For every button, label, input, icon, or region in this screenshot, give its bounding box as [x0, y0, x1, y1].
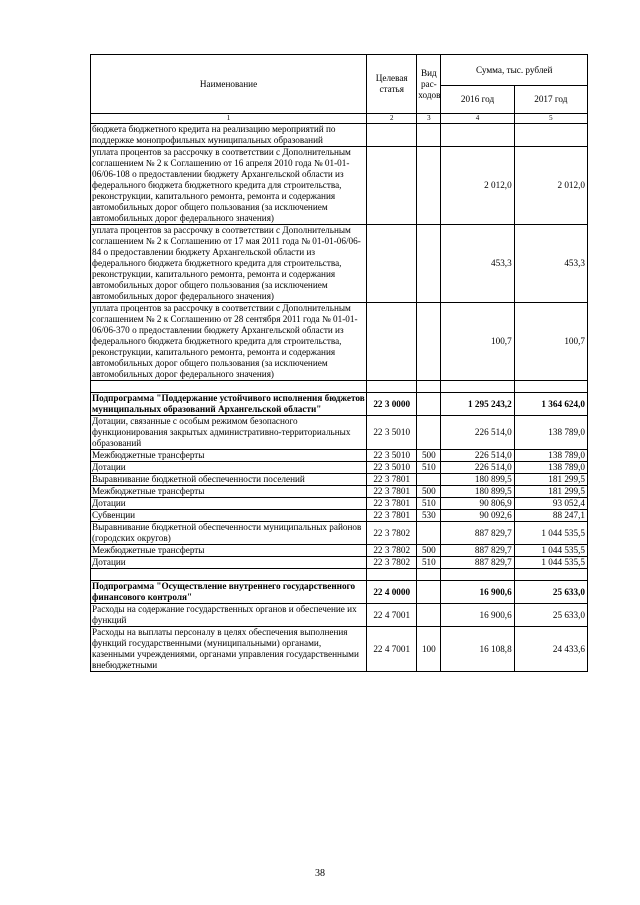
row-amount-2016: 226 514,0 — [441, 462, 514, 474]
budget-table — [90, 54, 588, 672]
row-amount-2016: 226 514,0 — [441, 450, 514, 462]
row-name: Подпрограмма "Поддержание устойчивого исполнения бюджетов муниципальных образований Архангельской области" — [92, 393, 365, 414]
row-name — [91, 381, 367, 393]
row-name: Выравнивание бюджетной обеспеченности муниципальных районов (городских округов) — [91, 522, 367, 545]
row-amount-2016: 100,7 — [441, 303, 514, 381]
row-amount-2016: 1 295 243,2 — [441, 393, 514, 416]
row-expense-type — [417, 522, 441, 545]
row-target-code: 22 3 7801 — [367, 510, 417, 522]
row-amount-2017: 1 364 624,0 — [514, 393, 587, 416]
table-row — [91, 627, 588, 672]
row-expense-type — [417, 416, 441, 450]
budget-table-sheet — [90, 54, 588, 672]
table-row — [91, 557, 588, 569]
header-name: Наименование — [91, 55, 367, 114]
row-name: Подпрограмма "Осуществление внутреннего государственного финансового контроля" — [91, 581, 367, 604]
row-expense-type: 510 — [417, 498, 441, 510]
row-amount-2017 — [514, 569, 587, 581]
row-target-code — [367, 124, 417, 147]
row-name: Выравнивание бюджетной обеспеченности поселений — [91, 474, 367, 486]
row-target-code: 22 4 7001 — [367, 604, 417, 627]
row-name: Расходы на содержание государственных органов и обеспечение их функций — [91, 604, 367, 627]
table-row — [91, 462, 588, 474]
col-num-3: 3 — [417, 114, 441, 124]
row-target-code — [367, 225, 417, 303]
table-row — [91, 604, 588, 627]
row-expense-type — [417, 303, 441, 381]
row-expense-type — [417, 124, 441, 147]
row-expense-type — [417, 474, 441, 486]
row-name: Межбюджетные трансферты — [91, 450, 367, 462]
row-amount-2017: 1 044 535,5 — [514, 557, 587, 569]
row-amount-2016: 887 829,7 — [441, 557, 514, 569]
table-row — [91, 545, 588, 557]
row-name: Межбюджетные трансферты — [91, 486, 367, 498]
row-target-code: 22 3 7802 — [367, 557, 417, 569]
row-amount-2016: 2 012,0 — [441, 147, 514, 225]
row-amount-2017: 24 433,6 — [514, 627, 587, 672]
row-amount-2016: 90 092,6 — [441, 510, 514, 522]
header-type: Вид рас-ходов — [417, 55, 441, 114]
table-row — [91, 486, 588, 498]
row-name: уплата процентов за рассрочку в соответствии с Дополнительным соглашением № 2 к Соглашению от 28 сентября 2011 года № 01-01-06/06-370 о предоставлении бюджету Архангельской области из федерального бюджета бюджетного кредита для строительства, реконструкции, капитального ремонта, ремонта и содержания автомобильных дорог общего пользования (за исключением автомобильных дорог федерального значения) — [91, 303, 367, 381]
row-target-code: 22 4 7001 — [367, 627, 417, 672]
row-amount-2016: 226 514,0 — [441, 416, 514, 450]
row-amount-2016: 90 806,9 — [441, 498, 514, 510]
row-name: уплата процентов за рассрочку в соответствии с Дополнительным соглашением № 2 к Соглашению от 16 апреля 2010 года № 01-01-06/06-108 о предоставлении бюджету Архангельской области из федерального бюджета бюджетного кредита для строительства, реконструкции, капитального ремонта, ремонта и содержания автомобильных дорог общего пользования (за исключением автомобильных дорог федерального значения) — [91, 147, 367, 225]
row-amount-2016: 16 900,6 — [441, 581, 514, 604]
row-target-code: 22 3 7802 — [367, 522, 417, 545]
table-row — [91, 498, 588, 510]
row-expense-type — [417, 147, 441, 225]
row-amount-2017: 2 012,0 — [514, 147, 587, 225]
row-amount-2016: 887 829,7 — [441, 545, 514, 557]
row-amount-2016: 887 829,7 — [441, 522, 514, 545]
row-amount-2016: 16 900,6 — [441, 604, 514, 627]
row-expense-type: 530 — [417, 510, 441, 522]
row-amount-2017: 138 789,0 — [514, 416, 587, 450]
row-expense-type — [417, 581, 441, 604]
table-row — [91, 510, 588, 522]
row-name — [91, 569, 367, 581]
row-target-code: 22 3 7801 — [367, 486, 417, 498]
row-expense-type — [417, 225, 441, 303]
row-target-code: 22 3 7801 — [367, 474, 417, 486]
row-amount-2016: 180 899,5 — [441, 486, 514, 498]
table-row — [91, 522, 588, 545]
row-amount-2017: 181 299,5 — [514, 474, 587, 486]
row-expense-type — [417, 381, 441, 393]
row-name: Дотации, связанные с особым режимом безопасного функционирования закрытых административно-территориальных образований — [91, 416, 367, 450]
page-number: 38 — [315, 868, 325, 879]
row-amount-2016 — [441, 381, 514, 393]
header-year-2016: 2016 год — [441, 86, 514, 114]
col-num-4: 4 — [441, 114, 514, 124]
row-expense-type — [417, 393, 441, 416]
row-expense-type: 510 — [417, 462, 441, 474]
row-expense-type: 500 — [417, 450, 441, 462]
table-row — [91, 581, 588, 604]
row-target-code: 22 3 7801 — [367, 498, 417, 510]
table-row — [91, 381, 588, 393]
row-amount-2016: 180 899,5 — [441, 474, 514, 486]
row-amount-2017 — [514, 381, 587, 393]
row-amount-2017: 93 052,4 — [514, 498, 587, 510]
row-amount-2017: 1 044 535,5 — [514, 522, 587, 545]
table-row — [91, 450, 588, 462]
row-amount-2016: 16 108,8 — [441, 627, 514, 672]
row-amount-2016: 453,3 — [441, 225, 514, 303]
row-name: Дотации — [91, 498, 367, 510]
row-amount-2016 — [441, 124, 514, 147]
row-name: уплата процентов за рассрочку в соответствии с Дополнительным соглашением № 2 к Соглашению от 17 мая 2011 года № 01-01-06/06-84 о предоставлении бюджету Архангельской области из федерального бюджета бюджетного кредита для строительства, реконструкции, капитального ремонта, ремонта и содержания автомобильных дорог общего пользования (за исключением автомобильных дорог федерального значения) — [91, 225, 367, 303]
row-expense-type: 100 — [417, 627, 441, 672]
row-name: бюджета бюджетного кредита на реализацию мероприятий по поддержке монопрофильных муниципальных образований — [91, 124, 367, 147]
table-row — [91, 147, 588, 225]
row-expense-type — [417, 604, 441, 627]
row-target-code: 22 3 5010 — [367, 462, 417, 474]
row-amount-2017 — [514, 124, 587, 147]
table-row — [91, 393, 588, 416]
row-target-code — [367, 569, 417, 581]
col-num-5: 5 — [514, 114, 587, 124]
table-row — [91, 124, 588, 147]
row-expense-type: 510 — [417, 557, 441, 569]
col-num-2: 2 — [367, 114, 417, 124]
row-target-code: 22 3 7802 — [367, 545, 417, 557]
table-row — [91, 225, 588, 303]
table-row — [91, 416, 588, 450]
row-target-code: 22 4 0000 — [367, 581, 417, 604]
row-amount-2017: 88 247,1 — [514, 510, 587, 522]
row-amount-2016 — [441, 569, 514, 581]
row-amount-2017: 100,7 — [514, 303, 587, 381]
row-target-code: 22 3 0000 — [367, 393, 417, 416]
row-target-code: 22 3 5010 — [367, 450, 417, 462]
header-year-2017: 2017 год — [514, 86, 587, 114]
row-name: Межбюджетные трансферты — [91, 545, 367, 557]
row-amount-2017: 138 789,0 — [514, 450, 587, 462]
row-name: Дотации — [91, 557, 367, 569]
row-expense-type: 500 — [417, 486, 441, 498]
row-expense-type: 500 — [417, 545, 441, 557]
table-body — [91, 124, 588, 672]
row-target-code: 22 3 5010 — [367, 416, 417, 450]
row-name: Дотации — [91, 462, 367, 474]
row-expense-type — [417, 569, 441, 581]
header-target: Целевая статья — [367, 55, 417, 114]
row-amount-2017: 453,3 — [514, 225, 587, 303]
row-amount-2017: 25 633,0 — [514, 581, 587, 604]
row-name: Расходы на выплаты персоналу в целях обеспечения выполнения функций государственными (муниципальными) органами, казенными учреждениями, органами управления государственными внебюджетными — [91, 627, 367, 672]
row-target-code — [367, 303, 417, 381]
table-row — [91, 569, 588, 581]
row-amount-2017: 181 299,5 — [514, 486, 587, 498]
col-num-1: 1 — [91, 114, 367, 124]
row-name: Субвенции — [91, 510, 367, 522]
row-amount-2017: 25 633,0 — [514, 604, 587, 627]
row-target-code — [367, 381, 417, 393]
row-target-code — [367, 147, 417, 225]
row-amount-2017: 1 044 535,5 — [514, 545, 587, 557]
row-amount-2017: 138 789,0 — [514, 462, 587, 474]
table-row — [91, 474, 588, 486]
table-row — [91, 303, 588, 381]
header-sum: Сумма, тыс. рублей — [441, 55, 588, 86]
